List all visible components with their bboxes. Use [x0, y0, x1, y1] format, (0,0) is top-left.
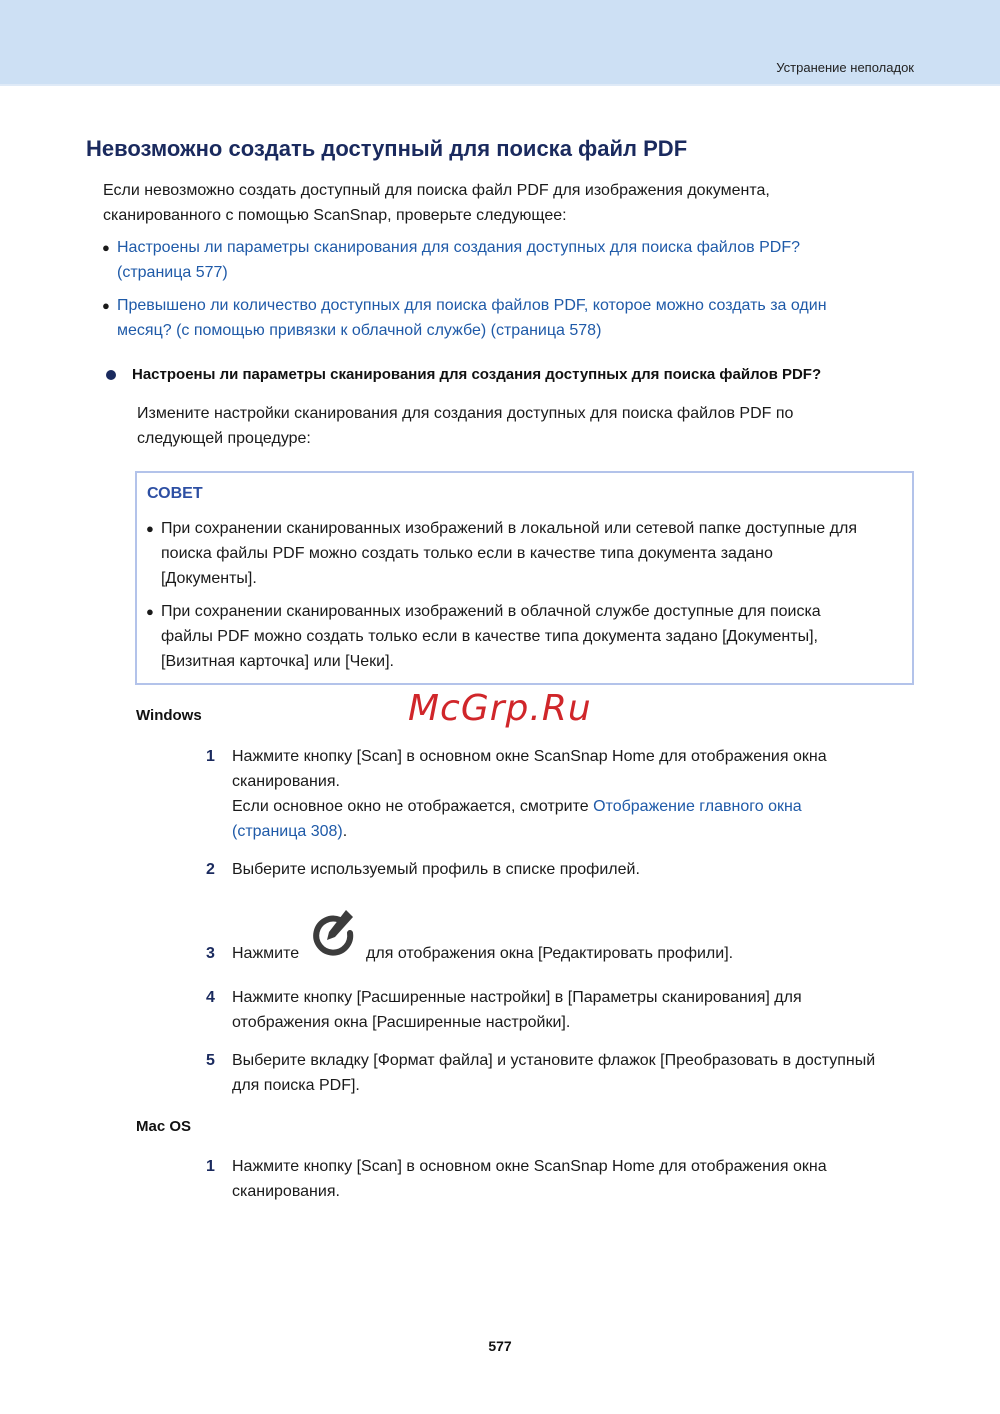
link-main-window[interactable]: Отображение главного окна [593, 798, 802, 815]
step-number: 1 [206, 748, 215, 765]
macos-label: Mac OS [136, 1118, 192, 1135]
tip-title: СОВЕТ [147, 485, 203, 502]
section-bullet-icon [106, 370, 116, 380]
step-number: 2 [206, 861, 215, 878]
header-band [0, 0, 1000, 86]
toc-link-monthly-limit-page[interactable]: месяц? (с помощью привязки к облачной службе) (страница 578) [117, 322, 602, 339]
intro-line-1: Если невозможно создать доступный для поиска файл PDF для изображения документа, [103, 182, 770, 199]
toc-link-settings-page[interactable]: (страница 577) [117, 264, 228, 281]
page-number: 577 [488, 1338, 512, 1354]
section-desc-line-2: следующей процедуре: [137, 430, 311, 447]
tip-item-2: ● При сохранении сканированных изображений в облачной службе доступные для поиска файлы PDF можно создать только если в качестве типа документа задано [Документы], [Визитная карточка] или [Чеки]. [161, 599, 901, 674]
watermark: McGrp.Ru [408, 688, 592, 729]
page-title: Невозможно создать доступный для поиска файл PDF [86, 136, 688, 161]
intro-line-2: сканированного с помощью ScanSnap, проверьте следующее: [103, 207, 567, 224]
tip-box [135, 471, 914, 685]
link-page-308[interactable]: (страница 308) [232, 823, 343, 840]
bullet-icon: ● [146, 604, 154, 619]
toc-link-settings[interactable]: ● Настроены ли параметры сканирования для создания доступных для поиска файлов PDF? [117, 235, 800, 260]
edit-profile-icon [310, 906, 356, 956]
bullet-icon: ● [102, 298, 110, 313]
tip-item-1: ● При сохранении сканированных изображений в локальной или сетевой папке доступные для поиска файлы PDF можно создать только если в качестве типа документа задано [Документы]. [161, 516, 901, 591]
step-number: 4 [206, 989, 215, 1006]
step-number: 1 [206, 1158, 215, 1175]
section-desc-line-1: Измените настройки сканирования для создания доступных для поиска файлов PDF по [137, 405, 794, 422]
section-heading: Настроены ли параметры сканирования для создания доступных для поиска файлов PDF? [132, 366, 822, 383]
header-section-title: Устранение неполадок [776, 60, 914, 75]
bullet-icon: ● [146, 521, 154, 536]
windows-label: Windows [136, 707, 202, 724]
step-number: 5 [206, 1052, 215, 1069]
bullet-icon: ● [102, 240, 110, 255]
toc-link-monthly-limit[interactable]: ● Превышено ли количество доступных для поиска файлов PDF, которое можно создать за один [117, 293, 827, 318]
step-number: 3 [206, 945, 215, 962]
